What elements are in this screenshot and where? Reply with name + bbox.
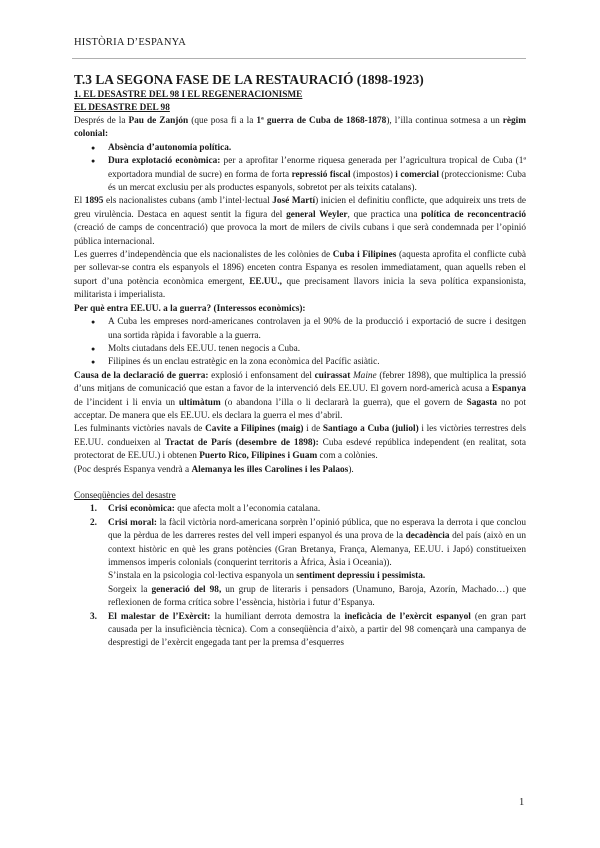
bold-run: 1ª guerra de Cuba de 1868-1878: [256, 116, 387, 126]
text-run: Després de la: [74, 116, 129, 126]
text-run: i les victòries terrestres dels EE.UU. condueixen al: [74, 424, 526, 448]
text-run: i de: [303, 424, 323, 435]
item-number: 2.: [90, 517, 97, 528]
item-number: 3.: [90, 611, 97, 622]
bold-run: sentiment depressiu i pessimista.: [296, 571, 426, 582]
subsection-heading: EL DESASTRE DEL 98: [74, 103, 170, 113]
question-heading: [74, 303, 526, 316]
moral-crisis-note: [74, 570, 526, 583]
generation-98-note: [74, 584, 526, 611]
bold-run: Cuba i Filipines: [332, 250, 397, 261]
text-run: un grup de literaris i pensadors (Unamuno, Baroja, Azorín, Machado…) que reflexionen de forma crítica sobre l’essència, història i futur d’Espanya.: [108, 584, 526, 609]
text-run: els nacionalistes cubans (amb l’intel·lectual: [103, 196, 273, 207]
consequences-heading: [74, 490, 526, 503]
text-run: El: [74, 196, 85, 207]
text-run: no pot acceptar. De manera que els EE.UU. els declara la guerra el mes d’abril.: [74, 397, 527, 421]
bold-run: El malestar de l’Exèrcit:: [108, 611, 211, 622]
text-run: ), l’illa continua sotmesa a un: [386, 116, 503, 126]
spacer: [74, 477, 526, 490]
text-run: del país (això en un context històric en què les grans potències (Gran Bretanya, França, Alemanya, EE.UU. i Japó) constitueixen immensos imperis colonials (conquerint territoris a Àfrica, Àsia i Oceania)).: [108, 531, 526, 568]
bold-run: cuirassat: [314, 370, 351, 381]
document-title: T.3 LA SEGONA FASE DE LA RESTAURACIÓ (1898-1923): [74, 72, 424, 87]
colonial-regime-list: [74, 142, 526, 196]
bold-run: Absència d’autonomia política.: [108, 142, 232, 153]
text-run: (impostos): [350, 169, 396, 180]
italic-run: Maine: [352, 370, 377, 381]
text-run: explosió i enfonsament del: [208, 370, 315, 381]
bold-run: Crisi moral:: [108, 517, 158, 528]
bold-run: Sagasta: [466, 397, 498, 408]
paragraph-zanjon: [74, 115, 526, 142]
paragraph-victories: [74, 423, 526, 463]
text-run: que precisament llavors inicia la seva política expansionista, militarista i imperialista.: [74, 276, 526, 301]
text-run: la humiliant derrota demostra la: [210, 611, 345, 622]
paragraph-independence-wars: [74, 249, 526, 303]
text-run: per a aprofitar l’enorme riquesa generada per l’agricultura tropical de Cuba (1ª exportadora mundial de sucre) en forma de forta: [108, 156, 526, 180]
list-item: [74, 155, 526, 195]
text-run: (o abandona l’illa o li declararà la guerra), que el govern de: [220, 397, 467, 408]
text-run: (proteccionisme: Cuba és un mercat exclusiu per als productes espanyols, sobretot per als teixits catalans).: [108, 169, 526, 194]
item-number: 1.: [90, 504, 97, 515]
bold-run: generació del 98,: [151, 584, 222, 595]
text-run: Les fulminants victòries navals de: [74, 424, 206, 435]
bold-run: política de reconcentració: [421, 209, 526, 220]
bold-run: Alemanya les illes Carolines i les Palaos: [191, 464, 349, 475]
bold-run: decadència: [405, 531, 450, 542]
page-number: 1: [519, 797, 525, 808]
bold-run: 1895: [84, 196, 104, 207]
paragraph-carolines: [74, 464, 526, 477]
consequences-list-continued: [74, 611, 526, 651]
bold-run: Crisi econòmica:: [108, 504, 175, 515]
bold-run: ultimàtum: [178, 397, 221, 408]
text-run: de l’incident i li envia un: [74, 397, 179, 408]
bold-run: Causa de la declaració de guerra:: [74, 370, 209, 381]
text-run: Cuba esdevé república independent (en realitat, sota protectorat de EE.UU.) i obtenen: [74, 437, 526, 462]
text-run: (Poc després Espanya vendrà a: [74, 464, 192, 475]
list-item: ● A Cuba les empreses nord-americanes controlaven ja el 90% de la producció i exportació de sucre i desitgen una sortida ràpida i favorable a la guerra.: [74, 316, 526, 343]
list-item: [74, 611, 526, 651]
bold-run: general Weyler: [286, 209, 348, 220]
text-run: (creació de camps de concentració) que provoca la mort de milers de civils cubans i que serà condemnada per l’opinió pública internacional.: [74, 223, 526, 247]
list-item: [74, 517, 526, 571]
text-run: , que practica una: [347, 209, 422, 220]
text-run: la fàcil victòria nord-americana sorprèn l’opinió pública, que no esperava la derrota i que conclou que la pèrdua de les darreres restes del vell imperi espanyol és una prova de la: [108, 517, 526, 542]
section-heading: 1. EL DESASTRE DEL 98 I EL REGENERACIONISME: [74, 90, 303, 100]
list-item: [74, 142, 526, 155]
bold-run: règim colonial:: [74, 116, 526, 140]
bold-run: repressió fiscal: [291, 169, 351, 180]
list-item: ● Filipines és un enclau estratègic en la zona econòmica del Pacífic asiàtic.: [74, 356, 526, 369]
bold-run: Santiago a Cuba (juliol): [322, 424, 419, 435]
bold-run: Dura explotació econòmica:: [108, 156, 221, 167]
economic-interests-list: [74, 316, 526, 370]
paragraph-war-cause: [74, 370, 526, 424]
document-body: [74, 72, 526, 651]
text-run: com a colònies.: [317, 451, 378, 462]
bold-run: Puerto Rico, Filipines i Guam: [199, 451, 318, 462]
list-item: [74, 503, 526, 516]
text-run: (que posa fi a la: [188, 116, 257, 126]
bold-run: Pau de Zanjón: [128, 116, 189, 126]
text-run: que afecta molt a l’economia catalana.: [174, 504, 321, 515]
bold-run: ineficàcia de l’exèrcit espanyol: [344, 611, 471, 622]
underlined-run: Conseqüències del desastre: [74, 490, 176, 501]
bold-run: i comercial: [395, 169, 439, 180]
text-run: (aquesta aprofita el conflicte cubà per sollevar-se contra els espanyols el 1896) enceten contra Espanya es resolen immediatament, quan aquells reben el suport d’una potència econòmica emergent,: [74, 250, 526, 287]
text-run: Les guerres d’independència que els nacionalistes de les colònies de: [74, 250, 333, 261]
consequences-list: [74, 503, 526, 570]
bold-run: Per què entra EE.UU. a la guerra? (Interessos econòmics):: [74, 303, 306, 314]
bold-run: EE.UU.,: [249, 276, 283, 287]
bold-run: Tractat de París (desembre de 1898):: [164, 437, 319, 448]
text-run: Sorgeix la: [108, 584, 152, 595]
list-item: ● Molts ciutadans dels EE.UU. tenen negocis a Cuba.: [74, 343, 526, 356]
text-run: (febrer 1898), que multiplica la pressió d’uns mitjans de comunicació que estan a favor de la intervenció dels EE.UU. El govern nord-americà acusa a: [74, 370, 526, 395]
bold-run: Cavite a Filipines (maig): [205, 424, 304, 435]
header-divider: [72, 58, 526, 59]
paragraph-1895: [74, 195, 526, 249]
running-header: HISTÒRIA D’ESPANYA: [74, 37, 187, 48]
text-run: (en gran part causada per la insuficiència tècnica). Com a conseqüència d’això, a partir del 98 començarà una campanya de desprestigi de l’exèrcit engegada tant per la premsa d’esquerres: [108, 611, 526, 649]
bold-run: José Martí: [272, 196, 316, 207]
text-run: ) inicien el definitiu conflicte, que adquireix uns trets de greu virulència. Destaca en aquest sentit la figura del: [74, 196, 526, 220]
bold-run: Espanya: [491, 384, 526, 395]
text-run: S’instala en la psicologia col·lectiva espanyola un: [108, 571, 297, 582]
text-run: ).: [348, 464, 354, 475]
